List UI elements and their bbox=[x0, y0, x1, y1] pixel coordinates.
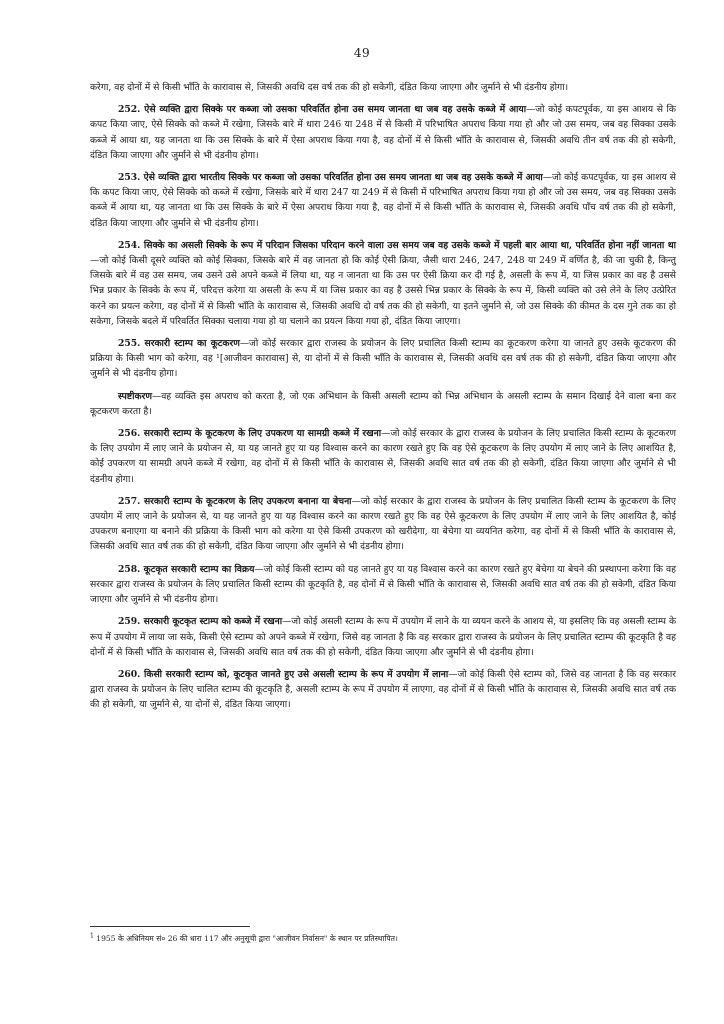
section-heading: 253. ऐसे व्यक्ति द्वारा भारतीय सिक्के पर कब्जा जो उसका परिवर्तित होना उस समय जानता था जब वह उसके कब्जे में आया bbox=[118, 172, 543, 184]
section-255 bbox=[90, 336, 676, 382]
footnote-text: 1955 के अधिनियम सं० 26 की धारा 117 और अनुसूची द्वारा "आजीवन निर्वासन" के स्थान पर प्रतिस्थापित। bbox=[96, 934, 398, 943]
section-260 bbox=[90, 667, 676, 713]
section-heading: 254. सिक्के का असली सिक्के के रूप में परिदान जिसका परिदान करने वाला उस समय जब वह उसके कब्जे में पहली बार आया था, परिवर्तित होना नहीं जानता था bbox=[118, 239, 676, 251]
section-heading: 259. सरकारी कूटकृत स्टाम्प को कब्जे में रखना bbox=[118, 616, 283, 628]
section-heading: 257. सरकारी स्टाम्प के कूटकरण के लिए उपकरण बनाना या बेचना bbox=[118, 495, 352, 507]
section-text: —जो कोई किसी दूसरे व्यक्ति को कोई सिक्का, जिसके बारे में वह जानता हो कि कोई ऐसी क्रिया, जैसी धारा 246, 247, 248 या 249 में वर्णित है, की जा चुकी है, किन्तु जिसके बारे में वह उस समय, जब उसने उसे अपने कब्जे में लिया था, यह न जानता था कि उस पर ऐसी क्रिया कर दी गई है, असली के रूप में, या जिस प्रकार का वह है उससे भिन्न प्रकार के सिक्के के रूप में, परिदत्त करेगा या असली के रूप में या जिस प्रकार का वह है उससे भिन्न प्रकार के सिक्के के रूप में, किसी व्यक्ति को उसे लेने के लिए उत्प्रेरित करने का प्रयत्न करेगा, वह दोनों में से किसी भाँति के कारावास से, जिसकी अवधि दो वर्ष तक की हो सकेगी, या इतने जुर्माने से, जो उस सिक्के की कीमत के दस गुने तक का हो सकेगा, जिसके बदले में परिवर्तित सिक्का चलाया गया हो या चलाने का प्रयत्न किया गया हो, दंडित किया जाएगा। bbox=[90, 255, 676, 327]
section-heading: 258. कूटकृत सरकारी स्टाम्प का विक्रय bbox=[118, 563, 255, 575]
section-256 bbox=[90, 426, 676, 487]
section-text: —जो कोई असली स्टाम्प के रूप में उपयोग में लाने के या व्ययन करने के आशय से, या इसलिए कि वह असली स्टाम्प के रूप में उपयोग में लाया जा सके, किसी ऐसे स्टाम्प को अपने कब्जे में रखेगा, जिसे वह जानता है कि वह सरकार द्वारा राजस्व के प्रयोजन के लिए प्रचालित स्टाम्प की कूटकृति है वह दोनों में से किसी भाँति के कारावास से, जिसकी अवधि सात वर्ष तक की हो सकेगी, दंडित किया जाएगा और जुर्माने से भी दंडनीय होगा। bbox=[90, 616, 677, 658]
footnote-marker: 1 bbox=[90, 932, 94, 940]
section-text: —जो कोई सरकार द्वारा राजस्व के प्रयोजन के लिए प्रचालित किसी स्टाम्प का कूटकरण करेगा या जानते हुए उसके कूटकरण की प्रक्रिया के किसी भाग को करेगा, वह ¹[आजीवन कारावास] से, या दोनों में से किसी भाँति के कारावास से, जिसकी अवधि दस वर्ष तक की हो सकेगी, दंडित किया जाएगा और जुर्माने से भी दंडनीय होगा। bbox=[90, 338, 676, 380]
section-text: —जो कोई कपटपूर्वक, या इस आशय से कि कपट किया जाए, ऐसे सिक्के को कब्जे में रखेगा, जिसके बारे में धारा 246 या 248 में से किसी में परिभाषित अपराध किया गया हो और जो उस समय, जब वह सिक्का उसके कब्जे में आया था, यह जानता था कि उस सिक्के के बारे में ऐसा अपराध किया गया है, वह दोनों में से किसी भाँति के कारावास से, जिसकी अवधि तीन वर्ष तक की हो सकेगी, दंडित किया जाएगा और जुर्माने से भी दंडनीय होगा। bbox=[90, 104, 676, 161]
paragraph-continuation: करेगा, वह दोनों में से किसी भाँति के कारावास से, जिसकी अवधि दस वर्ष तक की हो सकेगी, दंडित किया जाएगा और जुर्माने से भी दंडनीय होगा। bbox=[90, 82, 569, 93]
section-254 bbox=[90, 238, 676, 329]
section-text: —जो कोई सरकार के द्वारा राजस्व के प्रयोजन के लिए प्रचालित किसी स्टाम्प के कूटकरण के लिए उपयोग में लाए जाने के प्रयोजन से, या यह जानते हुए या यह विश्वास करने का कारण रखते हुए कि वह ऐसे कूटकरण के लिए उपयोग में लाए जाने के लिए आशयित है, कोई उपकरण बनाएगा या बनाने की प्रक्रिया के किसी भाग को करेगा या ऐसे किसी उपकरण को खरीदेगा, या बेचेगा या व्ययनित करेगा, वह दोनों में से किसी भाँति के कारावास से, जिसकी अवधि सात वर्ष तक की हो सकेगी, दंडित किया जाएगा और जुर्माने से भी दंडनीय होगा। bbox=[90, 495, 676, 553]
section-253 bbox=[90, 170, 676, 231]
document-body bbox=[90, 80, 676, 720]
section-heading: 260. किसी सरकारी स्टाम्प को, कूटकृत जानते हुए उसे असली स्टाम्प के रूप में उपयोग में लाना bbox=[118, 668, 449, 680]
section-257 bbox=[90, 494, 676, 555]
section-heading: 255. सरकारी स्टाम्प का कूटकरण bbox=[118, 338, 240, 350]
section-text: —जो कोई कपटपूर्वक, या इस आशय से कि कपट किया जाए, ऐसे सिक्के को कब्जे में रखेगा, जिसके बारे में धारा 247 या 249 में से किसी में परिभाषित अपराध किया गया हो और जो उस समय, जब वह सिक्का उसके कब्जे में आया था, यह जानता था कि उस सिक्के के बारे में ऐसा अपराध किया गया है, वह दोनों में से किसी भाँति के कारावास से, जिसकी अवधि पाँच वर्ष तक की हो सकेगी, दंडित किया जाएगा और जुर्माने से भी दंडनीय होगा। bbox=[90, 172, 676, 229]
section-text: —जो कोई किसी स्टाम्प को यह जानते हुए या यह विश्वास करने का कारण रखते हुए बेचेगा या बेचने की प्रस्थापना करेगा कि वह सरकार द्वारा राजस्व के प्रयोजन के लिए प्रचालित किसी स्टाम्प की कूटकृति है, वह दोनों में से किसी भाँति के कारावास से, जिसकी अवधि सात वर्ष तक की हो सकेगी, दंडित किया जाएगा और जुर्माने से भी दंडनीय होगा। bbox=[90, 563, 676, 606]
section-259 bbox=[90, 614, 676, 660]
footnote-divider bbox=[90, 926, 250, 927]
explanation-text: —वह व्यक्ति इस अपराध को करता है, जो एक अभिधान के किसी असली स्टाम्प को भिन्न अभिधान के असली स्टाम्प के समान दिखाई देने वाला बना कर कूटकरण करता है। bbox=[90, 390, 676, 417]
section-252 bbox=[90, 102, 676, 163]
section-heading: 252. ऐसे व्यक्ति द्वारा सिक्के पर कब्जा जो उसका परिवर्तित होना उस समय जानता था जब वह उसके कब्जे में आया bbox=[118, 104, 527, 116]
section-text: —जो कोई किसी ऐसे स्टाम्प को, जिसे वह जानता है कि वह सरकार द्वारा राजस्व के प्रयोजन के लिए चालित स्टाम्प की कूटकृति है, असली स्टाम्प के रूप में उपयोग में लाएगा, वह दोनों में से किसी भाँति के कारावास से, जिसकी अवधि सात वर्ष तक की हो सकेगी, या जुर्माने से, या दोनों से, दंडित किया जाएगा। bbox=[90, 668, 676, 711]
page-number: 49 bbox=[353, 46, 371, 60]
section-258 bbox=[90, 562, 676, 608]
explanation-heading: स्पष्टीकरण bbox=[118, 390, 152, 402]
footnote bbox=[90, 933, 676, 944]
explanation-255 bbox=[90, 389, 676, 419]
section-heading: 256. सरकारी स्टाम्प के कूटकरण के लिए उपकरण या सामग्री कब्जे में रखना bbox=[118, 428, 382, 440]
section-text: —जो कोई सरकार के द्वारा राजस्व के प्रयोजन के लिए प्रचालित किसी स्टाम्प के कूटकरण के लिए उपयोग में लाए जाने के प्रयोजन से, या यह जानते हुए या यह विश्वास करने का कारण रखते हुए कि वह ऐसे कूटकरण के लिए उपयोग में लाए जाने के लिए आशयित है, कोई उपकरण या सामग्री अपने कब्जे में रखेगा, वह दोनों में से किसी भाँति के कारावास से, जिसकी अवधि सात वर्ष तक की हो सकेगी, दंडित किया जाएगा और जुर्माने से भी दंडनीय होगा। bbox=[90, 428, 676, 485]
